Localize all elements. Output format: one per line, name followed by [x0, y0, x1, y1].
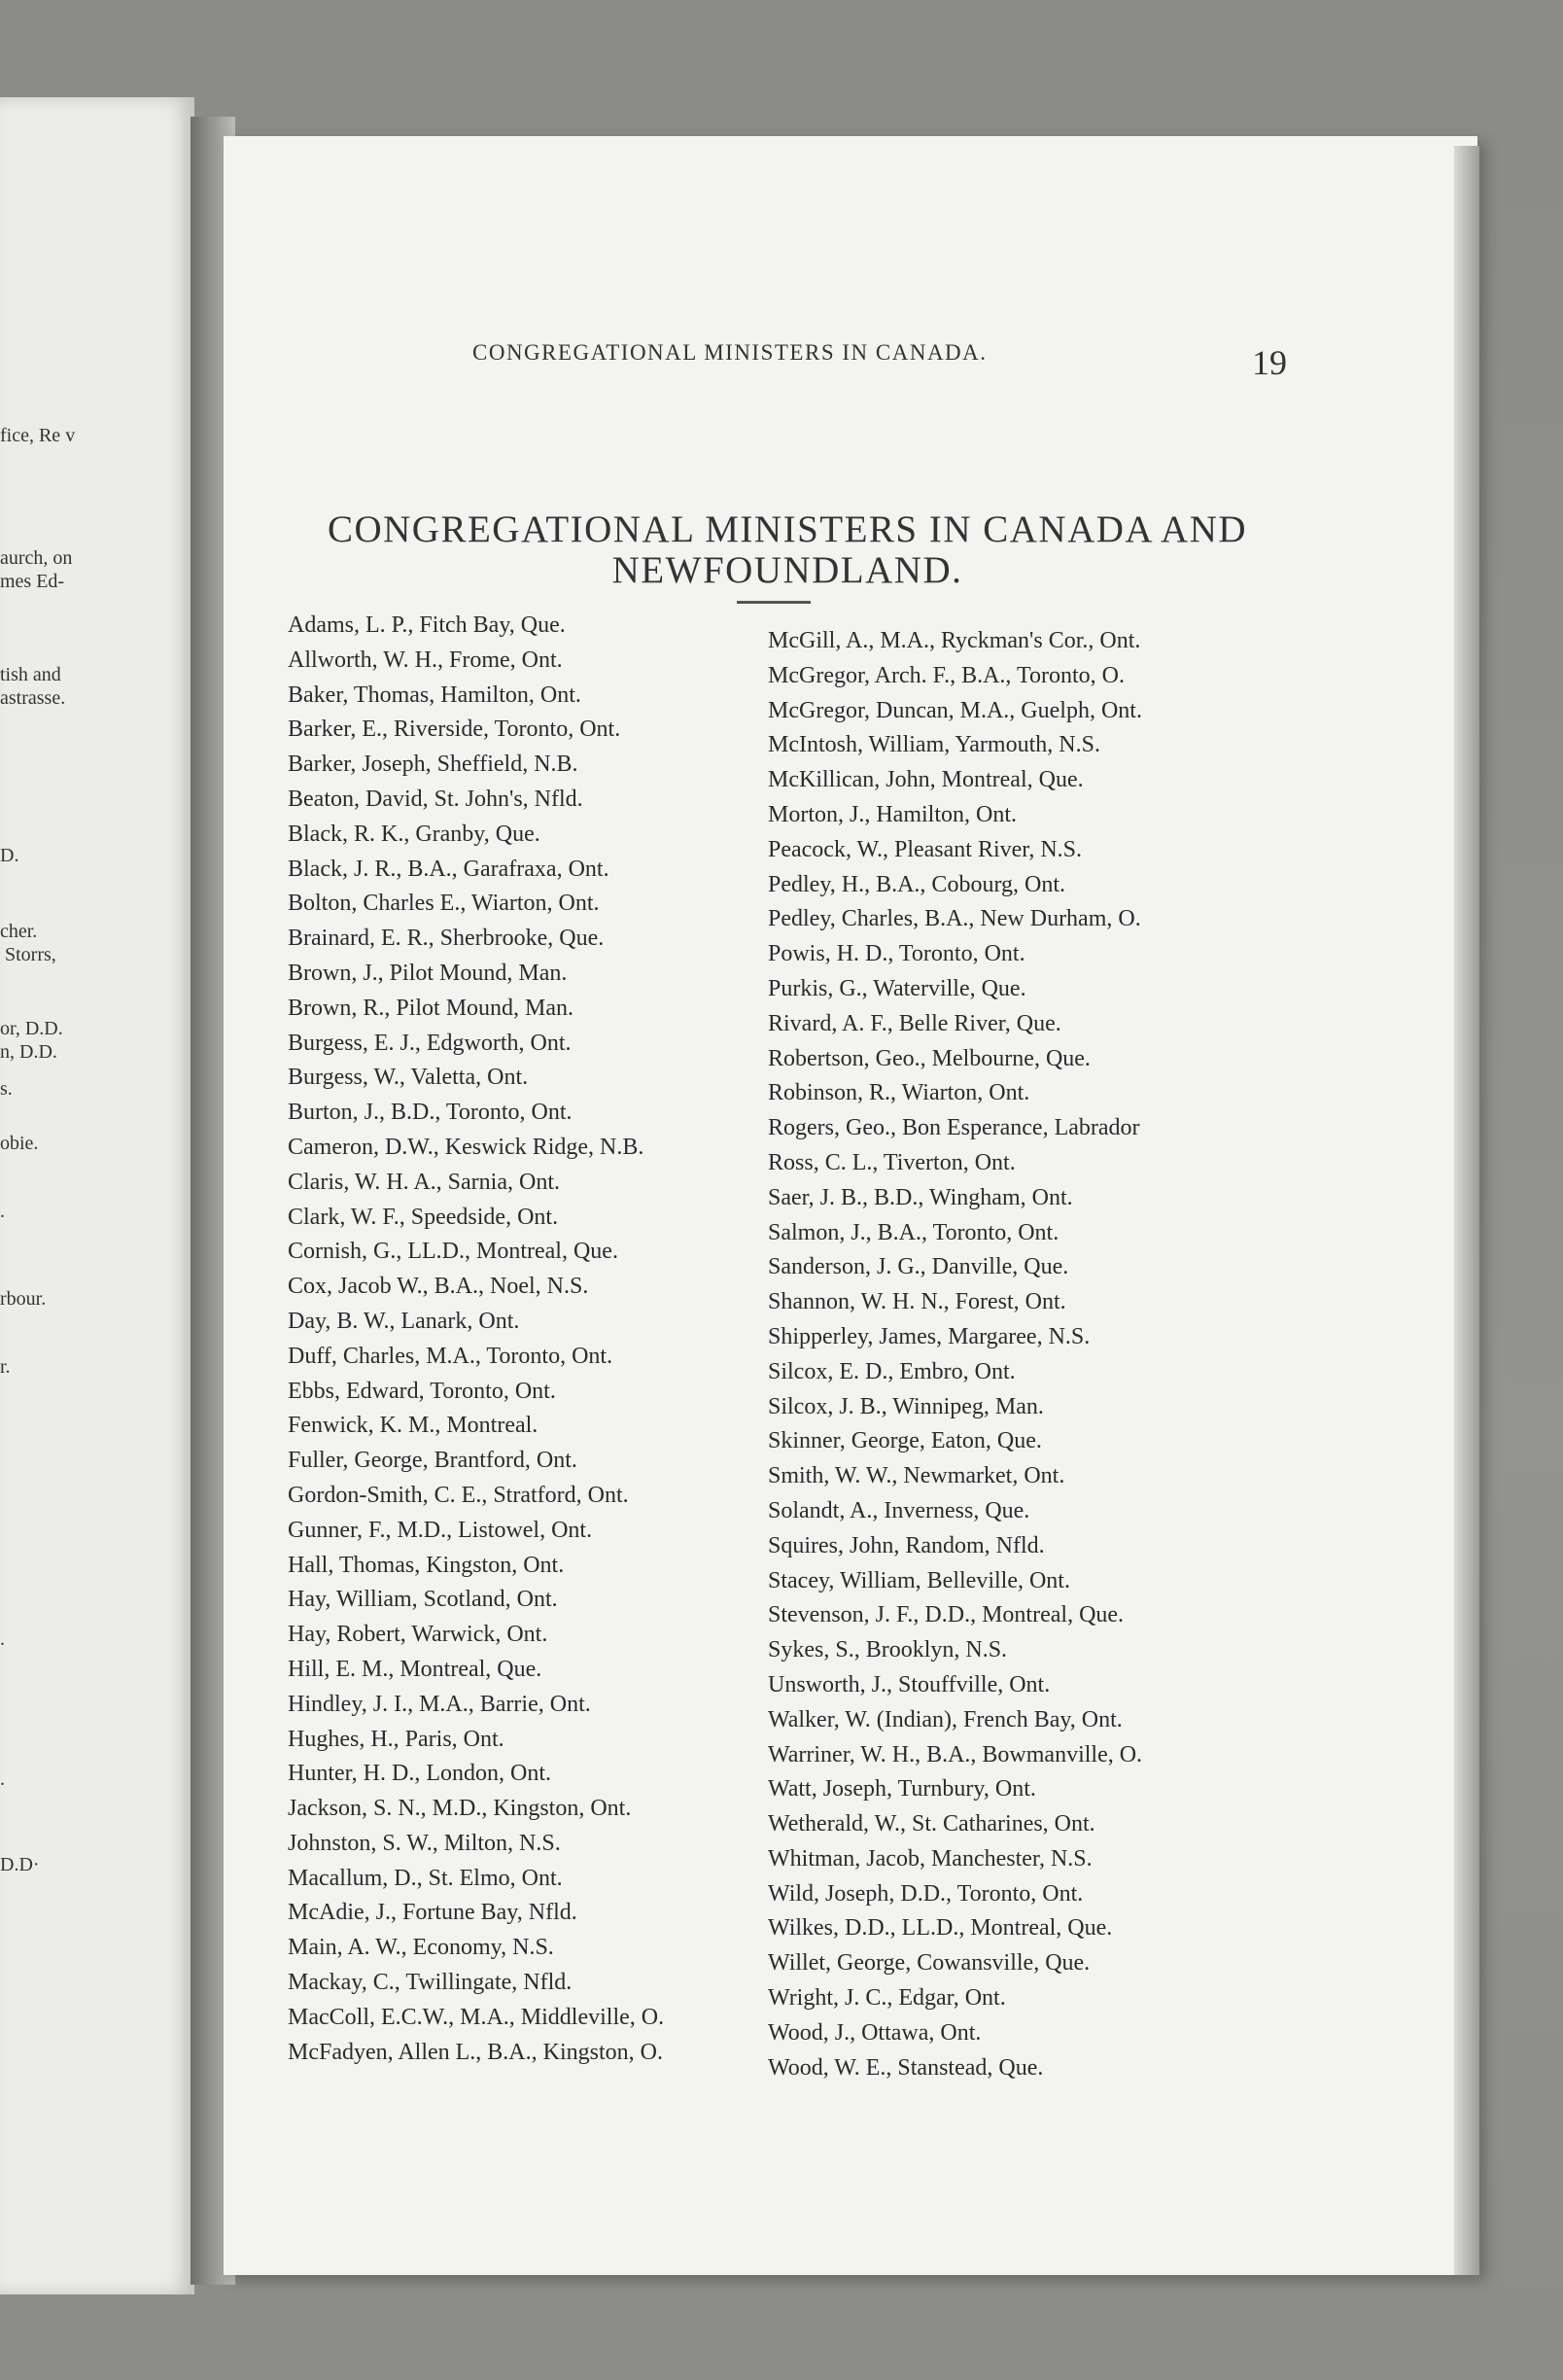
list-item: Rogers, Geo., Bon Esperance, Labrador [768, 1115, 1140, 1141]
list-item: Willet, George, Cowansville, Que. [768, 1950, 1091, 1977]
list-item: Burgess, E. J., Edgworth, Ont. [288, 1030, 572, 1056]
list-item: Powis, H. D., Toronto, Ont. [768, 941, 1025, 967]
list-item: Pedley, Charles, B.A., New Durham, O. [768, 906, 1141, 932]
left-page-text: D. [0, 845, 19, 866]
list-item: Brown, J., Pilot Mound, Man. [288, 960, 568, 986]
left-page-text: . [0, 1768, 5, 1790]
list-item: McFadyen, Allen L., B.A., Kingston, O. [288, 2039, 663, 2065]
list-item: Ross, C. L., Tiverton, Ont. [768, 1149, 1016, 1175]
list-item: Ebbs, Edward, Toronto, Ont. [288, 1378, 556, 1404]
list-item: Mackay, C., Twillingate, Nfld. [288, 1970, 573, 1996]
list-item: Whitman, Jacob, Manchester, N.S. [768, 1845, 1093, 1872]
list-item: Rivard, A. F., Belle River, Que. [768, 1010, 1061, 1036]
left-page-text: r. [0, 1356, 11, 1378]
list-item: Walker, W. (Indian), French Bay, Ont. [768, 1706, 1123, 1732]
left-page-text: or, D.D. [0, 1018, 63, 1039]
list-item: Burton, J., B.D., Toronto, Ont. [288, 1100, 573, 1126]
page-title [301, 509, 1273, 591]
left-page-text: Storrs, [0, 944, 56, 965]
title-line: NEWFOUNDLAND. [611, 549, 963, 591]
left-page-fragment [0, 97, 194, 2294]
list-item: Wood, J., Ottawa, Ont. [768, 2019, 982, 2046]
list-item: Johnston, S. W., Milton, N.S. [288, 1830, 561, 1856]
list-item: Jackson, S. N., M.D., Kingston, Ont. [288, 1796, 632, 1822]
list-item: Robertson, Geo., Melbourne, Que. [768, 1045, 1091, 1071]
list-item: McGregor, Duncan, M.A., Guelph, Ont. [768, 697, 1142, 723]
list-item: Squires, John, Random, Nfld. [768, 1532, 1045, 1558]
list-item: Gordon-Smith, C. E., Stratford, Ont. [288, 1482, 629, 1508]
left-page-text: . [0, 1201, 5, 1222]
list-item: Sykes, S., Brooklyn, N.S. [768, 1637, 1008, 1663]
list-item: Skinner, George, Eaton, Que. [768, 1428, 1042, 1454]
list-item: McGill, A., M.A., Ryckman's Cor., Ont. [768, 628, 1141, 653]
list-item: Saer, J. B., B.D., Wingham, Ont. [768, 1184, 1073, 1210]
left-page-text: mes Ed- [0, 571, 65, 592]
ministers-list-right [768, 624, 1142, 2085]
list-item: Warriner, W. H., B.A., Bowmanville, O. [768, 1741, 1143, 1768]
list-item: Wilkes, D.D., LL.D., Montreal, Que. [768, 1915, 1113, 1942]
left-page-text: rbour. [0, 1288, 47, 1310]
list-item: Hunter, H. D., London, Ont. [288, 1761, 552, 1787]
list-item: Bolton, Charles E., Wiarton, Ont. [288, 891, 600, 917]
left-page-text: n, D.D. [0, 1041, 57, 1063]
list-item: Baker, Thomas, Hamilton, Ont. [288, 682, 581, 708]
list-item: Sanderson, J. G., Danville, Que. [768, 1254, 1069, 1280]
list-item: Morton, J., Hamilton, Ont. [768, 801, 1017, 827]
list-item: Watt, Joseph, Turnbury, Ont. [768, 1776, 1036, 1802]
running-head: CONGREGATIONAL MINISTERS IN CANADA. [472, 340, 988, 365]
left-page-text: fice, Re v [0, 425, 76, 446]
list-item: Cox, Jacob W., B.A., Noel, N.S. [288, 1274, 589, 1300]
left-page-text: obie. [0, 1133, 39, 1154]
list-item: Wetherald, W., St. Catharines, Ont. [768, 1811, 1095, 1838]
list-item: Black, J. R., B.A., Garafraxa, Ont. [288, 856, 609, 882]
list-item: Hay, Robert, Warwick, Ont. [288, 1622, 548, 1648]
list-item: Pedley, H., B.A., Cobourg, Ont. [768, 871, 1065, 897]
list-item: McGregor, Arch. F., B.A., Toronto, O. [768, 662, 1125, 688]
list-item: Stacey, William, Belleville, Ont. [768, 1567, 1070, 1593]
left-page-text: tish and [0, 664, 61, 685]
list-item: Adams, L. P., Fitch Bay, Que. [288, 612, 566, 638]
list-item: Macallum, D., St. Elmo, Ont. [288, 1865, 563, 1891]
list-item: Fuller, George, Brantford, Ont. [288, 1448, 577, 1474]
list-item: Fenwick, K. M., Montreal. [288, 1413, 538, 1439]
list-item: Cameron, D.W., Keswick Ridge, N.B. [288, 1134, 644, 1160]
list-item: Cornish, G., LL.D., Montreal, Que. [288, 1239, 618, 1265]
list-item: McAdie, J., Fortune Bay, Nfld. [288, 1900, 577, 1926]
list-item: Gunner, F., M.D., Listowel, Ont. [288, 1517, 593, 1543]
list-item: Allworth, W. H., Frome, Ont. [288, 647, 563, 673]
left-page-text: cher. [0, 921, 38, 942]
list-item: Wright, J. C., Edgar, Ont. [768, 1985, 1006, 2012]
list-item: Shannon, W. H. N., Forest, Ont. [768, 1289, 1066, 1315]
list-item: Hall, Thomas, Kingston, Ont. [288, 1552, 565, 1578]
list-item: Black, R. K., Granby, Que. [288, 821, 540, 847]
title-line: CONGREGATIONAL MINISTERS IN CANADA AND [327, 508, 1248, 550]
left-page-text: aurch, on [0, 547, 73, 569]
list-item: Hindley, J. I., M.A., Barrie, Ont. [288, 1691, 591, 1717]
list-item: McIntosh, William, Yarmouth, N.S. [768, 732, 1100, 758]
list-item: Wood, W. E., Stanstead, Que. [768, 2054, 1044, 2081]
page-number: 19 [1252, 343, 1287, 382]
list-item: Hay, William, Scotland, Ont. [288, 1587, 558, 1613]
list-item: Hill, E. M., Montreal, Que. [288, 1656, 542, 1682]
list-item: Barker, Joseph, Sheffield, N.B. [288, 752, 578, 778]
list-item: Duff, Charles, M.A., Toronto, Ont. [288, 1343, 613, 1369]
left-page-text: D.D· [0, 1854, 40, 1875]
list-item: Brainard, E. R., Sherbrooke, Que. [288, 926, 605, 952]
list-item: Peacock, W., Pleasant River, N.S. [768, 836, 1082, 862]
list-item: Smith, W. W., Newmarket, Ont. [768, 1463, 1065, 1489]
list-item: Day, B. W., Lanark, Ont. [288, 1308, 520, 1334]
list-item: MacColl, E.C.W., M.A., Middleville, O. [288, 2004, 665, 2030]
list-item: Salmon, J., B.A., Toronto, Ont. [768, 1219, 1059, 1245]
list-item: Solandt, A., Inverness, Que. [768, 1497, 1030, 1523]
list-item: Unsworth, J., Stouffville, Ont. [768, 1671, 1051, 1698]
list-item: Stevenson, J. F., D.D., Montreal, Que. [768, 1602, 1125, 1628]
list-item: Hughes, H., Paris, Ont. [288, 1726, 504, 1752]
list-item: Burgess, W., Valetta, Ont. [288, 1065, 529, 1091]
left-page-text: s. [0, 1078, 13, 1100]
list-item: Robinson, R., Wiarton, Ont. [768, 1080, 1030, 1106]
page-edge [1454, 146, 1479, 2275]
list-item: Shipperley, James, Margaree, N.S. [768, 1323, 1091, 1349]
left-page-text: . [0, 1628, 5, 1650]
list-item: Silcox, J. B., Winnipeg, Man. [768, 1393, 1044, 1419]
title-rule [737, 601, 811, 604]
list-item: McKillican, John, Montreal, Que. [768, 767, 1084, 793]
list-item: Clark, W. F., Speedside, Ont. [288, 1204, 559, 1230]
list-item: Silcox, E. D., Embro, Ont. [768, 1358, 1016, 1384]
list-item: Main, A. W., Economy, N.S. [288, 1935, 554, 1961]
list-item: Claris, W. H. A., Sarnia, Ont. [288, 1169, 560, 1195]
list-item: Beaton, David, St. John's, Nfld. [288, 786, 583, 812]
left-page-text: astrasse. [0, 687, 66, 709]
list-item: Barker, E., Riverside, Toronto, Ont. [288, 717, 621, 743]
list-item: Wild, Joseph, D.D., Toronto, Ont. [768, 1880, 1084, 1907]
list-item: Purkis, G., Waterville, Que. [768, 975, 1026, 1001]
list-item: Brown, R., Pilot Mound, Man. [288, 995, 574, 1021]
ministers-list-left [288, 609, 664, 2070]
